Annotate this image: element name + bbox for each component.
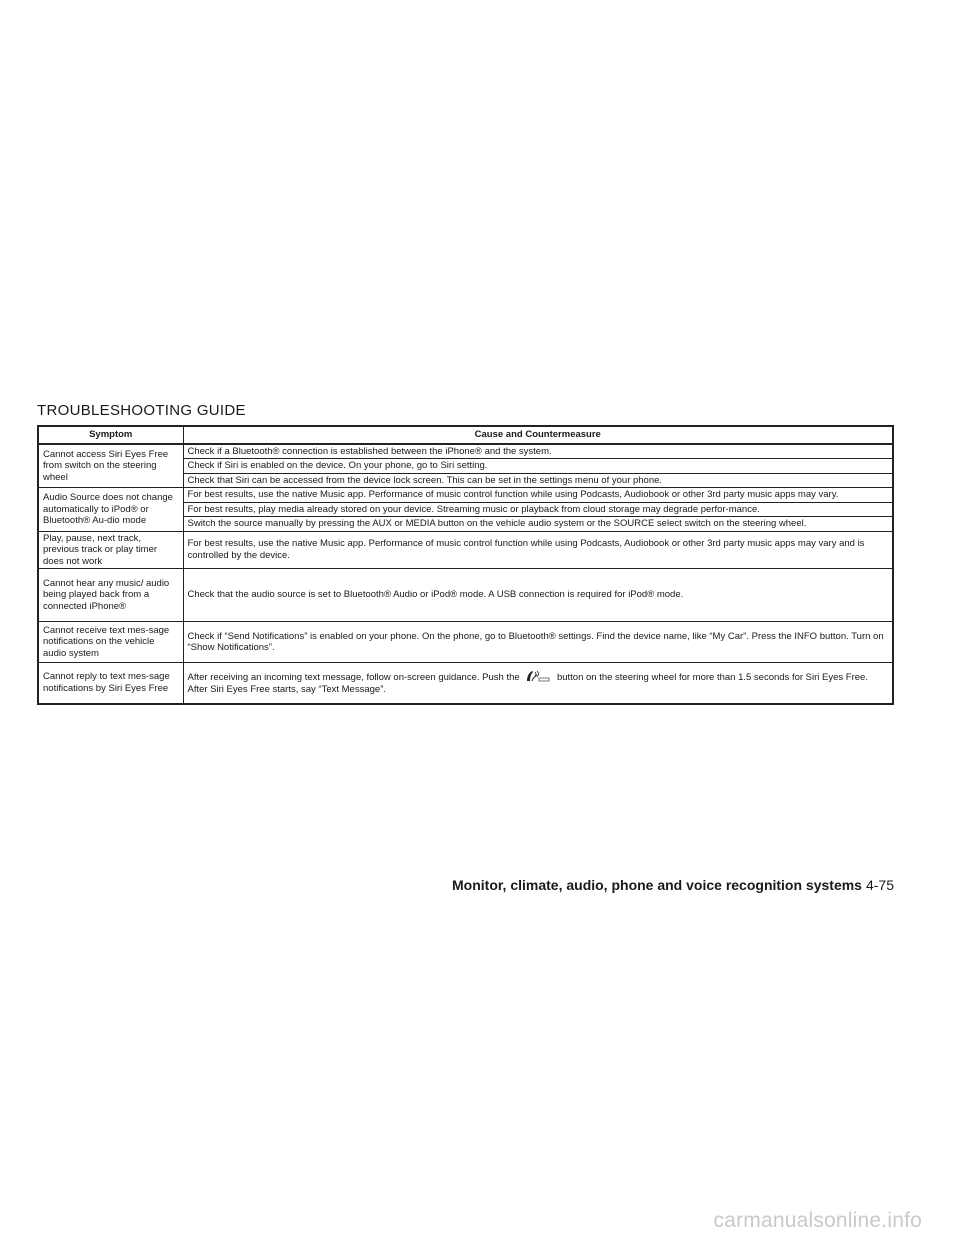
cause-cell: Check if a Bluetooth® connection is established between the iPhone® and the system. bbox=[183, 444, 893, 459]
cause-cell: For best results, use the native Music app. Performance of music control function while using Podcasts, Audiobook or other 3rd party music apps may vary and is controlled by the device. bbox=[183, 531, 893, 569]
symptom-cell: Play, pause, next track, previous track or play timer does not work bbox=[38, 531, 183, 569]
table-row bbox=[38, 569, 893, 622]
page-footer bbox=[452, 877, 894, 893]
page-number: 4-75 bbox=[865, 877, 894, 893]
header-symptom: Symptom bbox=[38, 426, 183, 444]
symptom-cell: Cannot access Siri Eyes Free from switch on the steering wheel bbox=[38, 444, 183, 488]
cause-cell: Check that Siri can be accessed from the device lock screen. This can be set in the settings menu of your phone. bbox=[183, 473, 893, 488]
cause-cell: Switch the source manually by pressing the AUX or MEDIA button on the vehicle audio system or the SOURCE select switch on the steering wheel. bbox=[183, 517, 893, 532]
symptom-cell: Audio Source does not change automatically to iPod® or Bluetooth® Au-dio mode bbox=[38, 488, 183, 532]
symptom-cell: Cannot reply to text mes-sage notifications by Siri Eyes Free bbox=[38, 663, 183, 704]
symptom-cell: Cannot receive text mes-sage notifications on the vehicle audio system bbox=[38, 622, 183, 663]
chapter-title: Monitor, climate, audio, phone and voice recognition systems bbox=[452, 877, 862, 893]
table-row bbox=[38, 444, 893, 459]
cause-cell: Check that the audio source is set to Bluetooth® Audio or iPod® mode. A USB connection is required for iPod® mode. bbox=[183, 569, 893, 622]
table-row bbox=[38, 622, 893, 663]
troubleshooting-table bbox=[37, 425, 894, 705]
symptom-cell: Cannot hear any music/ audio being played back from a connected iPhone® bbox=[38, 569, 183, 622]
header-cause: Cause and Countermeasure bbox=[183, 426, 893, 444]
cause-text-after-icon: button on the steering wheel for more than 1.5 seconds for Siri Eyes Free. After Siri Eyes Free starts, say “Text Message”. bbox=[187, 672, 868, 695]
table-row bbox=[38, 488, 893, 503]
cause-cell: Check if Siri is enabled on the device. On your phone, go to Siri setting. bbox=[183, 459, 893, 474]
watermark: carmanualsonline.info bbox=[713, 1209, 922, 1232]
cause-text-before-icon: After receiving an incoming text message, follow on-screen guidance. Push the bbox=[187, 672, 520, 684]
table-row bbox=[38, 663, 893, 704]
voice-talk-button-icon bbox=[525, 670, 551, 682]
cause-cell: Check if “Send Notifications” is enabled on your phone. On the phone, go to Bluetooth® settings. Find the device name, like “My Car”. Press the INFO button. Turn on “Show Notifications”. bbox=[183, 622, 893, 663]
cause-cell: For best results, play media already stored on your device. Streaming music or playback from cloud storage may degrade perfor-mance. bbox=[183, 502, 893, 517]
table-row bbox=[38, 531, 893, 569]
cause-cell: For best results, use the native Music app. Performance of music control function while using Podcasts, Audiobook or other 3rd party music apps may vary. bbox=[183, 488, 893, 503]
section-title: TROUBLESHOOTING GUIDE bbox=[37, 402, 246, 419]
cause-cell bbox=[183, 663, 893, 704]
table-header-row bbox=[38, 426, 893, 444]
